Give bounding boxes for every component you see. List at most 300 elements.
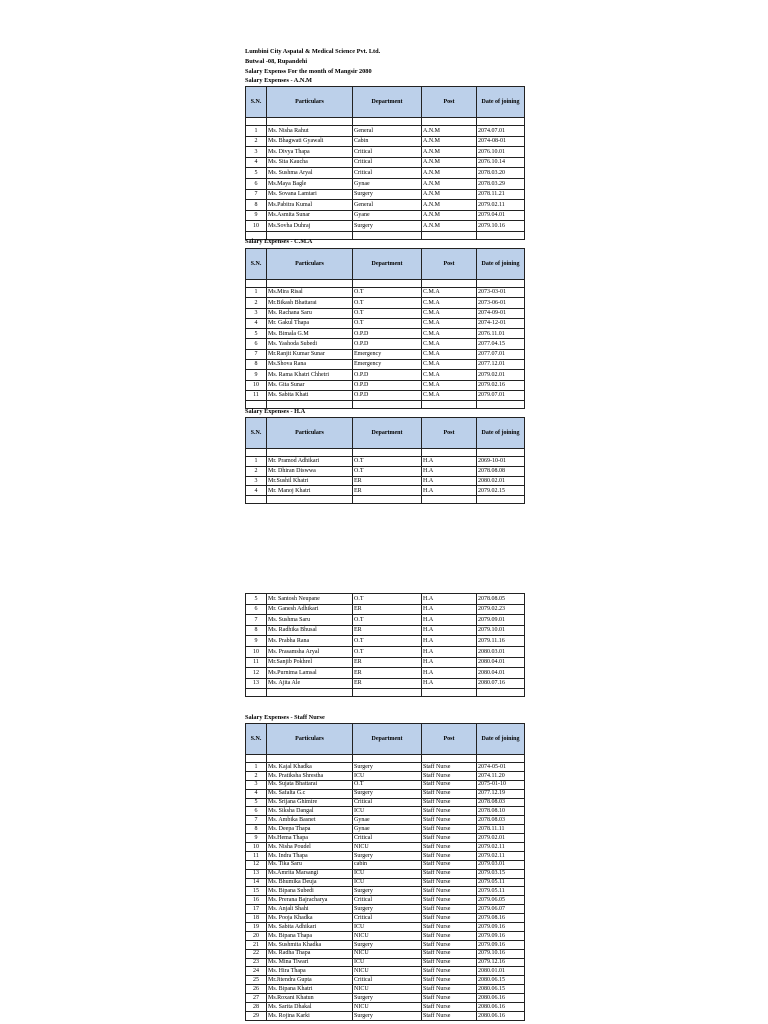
cell-sn: 4 <box>246 318 267 328</box>
cell-department: Critical <box>353 896 422 905</box>
table-row <box>246 668 525 679</box>
table-row <box>246 476 525 486</box>
cell-date-of-joining: 2079.11.16 <box>477 636 525 647</box>
column-header-sn: S.N. <box>246 724 267 755</box>
cell-sn: 21 <box>246 940 267 949</box>
cell-particulars: Ms. Pratiksha Shrestha <box>267 771 353 780</box>
cell-post: Staff Nurse <box>422 896 477 905</box>
cell-particulars: Ms.Purnima Lamsal <box>267 668 353 679</box>
cell-department: O.P.D <box>353 370 422 380</box>
table-row <box>246 887 525 896</box>
blank-cell <box>422 496 477 504</box>
cell-particulars: Ms. Indra Thapa <box>267 851 353 860</box>
cell-post: H.A <box>422 604 477 615</box>
cell-sn: 3 <box>246 147 267 158</box>
cell-particulars: Ms. Rojina Karki <box>267 1011 353 1020</box>
cell-department: NICU <box>353 843 422 852</box>
table-row <box>246 931 525 940</box>
cell-date-of-joining: 2078.03.20 <box>477 168 525 179</box>
blank-cell <box>267 118 353 126</box>
cell-sn: 4 <box>246 157 267 168</box>
cell-particulars: Mr.Sanjib Pokhrel <box>267 657 353 668</box>
cell-date-of-joining: 2079.09.16 <box>477 923 525 932</box>
blank-row <box>246 449 525 457</box>
cell-sn: 3 <box>246 308 267 318</box>
cell-sn: 2 <box>246 136 267 147</box>
blank-cell <box>246 689 267 697</box>
cell-post: H.A <box>422 678 477 689</box>
cell-date-of-joining: 2079.02.16 <box>477 380 525 390</box>
cell-sn: 1 <box>246 457 267 467</box>
cell-particulars: Ms. Sita Kaucha <box>267 157 353 168</box>
table-row <box>246 339 525 349</box>
cell-date-of-joining: 2078.08.03 <box>477 798 525 807</box>
cell-department: ICU <box>353 771 422 780</box>
table-row <box>246 457 525 467</box>
cell-post: H.A <box>422 668 477 679</box>
cell-department: Gynae <box>353 825 422 834</box>
cell-date-of-joining: 2075-01-10 <box>477 780 525 789</box>
blank-cell <box>267 449 353 457</box>
cell-sn: 3 <box>246 476 267 486</box>
cell-sn: 2 <box>246 466 267 476</box>
column-header-post: Post <box>422 724 477 755</box>
table-header-row <box>246 418 525 449</box>
cell-particulars: Ms. Rama Khatri Chhetri <box>267 370 353 380</box>
table-row <box>246 843 525 852</box>
column-header-post: Post <box>422 249 477 280</box>
table-row <box>246 466 525 476</box>
cell-post: C.M.A <box>422 288 477 298</box>
cell-date-of-joining: 2079.02.11 <box>477 843 525 852</box>
cell-post: A.N.M <box>422 126 477 137</box>
cell-sn: 6 <box>246 178 267 189</box>
cell-particulars: Ms. Sushma Saru <box>267 615 353 626</box>
table-header-row <box>246 249 525 280</box>
cell-date-of-joining: 2074.11.20 <box>477 771 525 780</box>
cell-particulars: Ms. Bipana Khatri <box>267 985 353 994</box>
cell-sn: 12 <box>246 860 267 869</box>
table-staff-nurse <box>245 723 525 1021</box>
table-row <box>246 370 525 380</box>
blank-cell <box>267 755 353 763</box>
table-row <box>246 807 525 816</box>
table-row <box>246 288 525 298</box>
cell-post: Staff Nurse <box>422 851 477 860</box>
cell-sn: 9 <box>246 636 267 647</box>
section-title-ha: Salary Expenses - H.A <box>245 408 306 415</box>
table-row <box>246 914 525 923</box>
cell-date-of-joining: 2080.06.15 <box>477 985 525 994</box>
cell-department: O.T <box>353 466 422 476</box>
cell-department: Surgery <box>353 221 422 232</box>
cell-sn: 12 <box>246 668 267 679</box>
cell-date-of-joining: 2078.11.21 <box>477 189 525 200</box>
cell-particulars: Ms. Sarita Dhakal <box>267 1003 353 1012</box>
column-header-sn: S.N. <box>246 418 267 449</box>
cell-department: ICU <box>353 807 422 816</box>
cell-post: H.A <box>422 466 477 476</box>
table-anm <box>245 86 525 240</box>
cell-particulars: Ms.Maya Bagle <box>267 178 353 189</box>
column-header-post: Post <box>422 418 477 449</box>
cell-post: Staff Nurse <box>422 985 477 994</box>
cell-department: Gynae <box>353 178 422 189</box>
cell-particulars: Mr. Ganesh Adhikari <box>267 604 353 615</box>
cell-date-of-joining: 2079.02.11 <box>477 200 525 211</box>
cell-department: O.T <box>353 594 422 605</box>
cell-date-of-joining: 2079.05.11 <box>477 878 525 887</box>
table-row <box>246 221 525 232</box>
cell-department: Surgery <box>353 763 422 772</box>
table-row <box>246 646 525 657</box>
table-row <box>246 905 525 914</box>
cell-sn: 18 <box>246 914 267 923</box>
cell-post: H.A <box>422 625 477 636</box>
report-subtitle: Salary Expenss For the month of Mangsir 2080 <box>245 68 372 75</box>
cell-date-of-joining: 2076.10.14 <box>477 157 525 168</box>
cell-post: H.A <box>422 594 477 605</box>
company-address: Butwal -08, Rupandehi <box>245 58 308 65</box>
cell-department: Surgery <box>353 905 422 914</box>
table-row <box>246 825 525 834</box>
table-row <box>246 147 525 158</box>
table-row <box>246 860 525 869</box>
table-row <box>246 678 525 689</box>
cell-date-of-joining: 2079.03.15 <box>477 869 525 878</box>
cell-department: ER <box>353 625 422 636</box>
cell-date-of-joining: 2076.10.01 <box>477 147 525 158</box>
table-ha <box>245 417 525 504</box>
blank-cell <box>477 231 525 239</box>
cell-department: O.P.D <box>353 390 422 400</box>
cell-sn: 8 <box>246 825 267 834</box>
blank-row <box>246 280 525 288</box>
cell-sn: 10 <box>246 221 267 232</box>
cell-post: C.M.A <box>422 298 477 308</box>
cell-date-of-joining: 2079.09.16 <box>477 931 525 940</box>
cell-particulars: Ms. Safalta G.c <box>267 789 353 798</box>
cell-post: Staff Nurse <box>422 931 477 940</box>
cell-date-of-joining: 2074-05-01 <box>477 763 525 772</box>
cell-sn: 15 <box>246 887 267 896</box>
table-ha-continued <box>245 593 525 697</box>
cell-post: Staff Nurse <box>422 994 477 1003</box>
table-row <box>246 178 525 189</box>
blank-cell <box>477 496 525 504</box>
cell-date-of-joining: 2080.03.01 <box>477 646 525 657</box>
column-header-particulars: Particulars <box>267 87 353 118</box>
cell-post: C.M.A <box>422 318 477 328</box>
cell-particulars: Ms.Pabitra Kumal <box>267 200 353 211</box>
cell-particulars: Ms. Deepa Thapa <box>267 825 353 834</box>
column-header-date-of-joining: Date of joining <box>477 249 525 280</box>
cell-department: O.T <box>353 308 422 318</box>
cell-particulars: Ms. Bhumika Deuja <box>267 878 353 887</box>
cell-date-of-joining: 2079.12.16 <box>477 958 525 967</box>
blank-cell <box>267 496 353 504</box>
cell-department: O.T <box>353 780 422 789</box>
cell-sn: 8 <box>246 360 267 370</box>
cell-particulars: Ms. Prerana Bajracharya <box>267 896 353 905</box>
cell-date-of-joining: 2079.09.01 <box>477 615 525 626</box>
cell-particulars: Ms. Bipana Subedi <box>267 887 353 896</box>
cell-post: Staff Nurse <box>422 958 477 967</box>
cell-sn: 16 <box>246 896 267 905</box>
blank-cell <box>246 755 267 763</box>
cell-department: Critical <box>353 147 422 158</box>
cell-sn: 8 <box>246 625 267 636</box>
cell-date-of-joining: 2080.07.16 <box>477 678 525 689</box>
cell-date-of-joining: 2080.01.01 <box>477 967 525 976</box>
cell-post: Staff Nurse <box>422 763 477 772</box>
column-header-particulars: Particulars <box>267 724 353 755</box>
cell-particulars: Mr. Dhiran Diswwa <box>267 466 353 476</box>
table-row <box>246 958 525 967</box>
table-row <box>246 789 525 798</box>
blank-cell <box>246 449 267 457</box>
cell-sn: 7 <box>246 349 267 359</box>
cell-date-of-joining: 2077.12.01 <box>477 360 525 370</box>
cell-department: Critical <box>353 168 422 179</box>
table-row <box>246 126 525 137</box>
cell-post: A.N.M <box>422 147 477 158</box>
cell-date-of-joining: 2079.10.16 <box>477 949 525 958</box>
cell-post: C.M.A <box>422 370 477 380</box>
cell-department: Critical <box>353 914 422 923</box>
cell-date-of-joining: 2079.06.07 <box>477 905 525 914</box>
cell-date-of-joining: 2074-09-01 <box>477 308 525 318</box>
cell-date-of-joining: 2074.07.01 <box>477 126 525 137</box>
blank-cell <box>422 280 477 288</box>
table-row <box>246 994 525 1003</box>
cell-particulars: Ms. Tika Saru <box>267 860 353 869</box>
cell-department: ER <box>353 604 422 615</box>
cell-post: Staff Nurse <box>422 887 477 896</box>
cell-department: Surgery <box>353 1011 422 1020</box>
cell-department: NICU <box>353 1003 422 1012</box>
cell-department: Critical <box>353 834 422 843</box>
cell-sn: 20 <box>246 931 267 940</box>
cell-post: Staff Nurse <box>422 798 477 807</box>
cell-particulars: Mr.Sushil Khatri <box>267 476 353 486</box>
cell-particulars: Ms. Nisha Poudel <box>267 843 353 852</box>
cell-particulars: Ms. Bhagwati Gyawali <box>267 136 353 147</box>
cell-department: General <box>353 126 422 137</box>
cell-department: O.T <box>353 636 422 647</box>
blank-cell <box>353 280 422 288</box>
cell-particulars: Ms. Anjali Shahi <box>267 905 353 914</box>
column-header-department: Department <box>353 249 422 280</box>
cell-particulars: Mr.Bikash Bhattarai <box>267 298 353 308</box>
cell-post: A.N.M <box>422 136 477 147</box>
table-row <box>246 878 525 887</box>
cell-particulars: Ms. Bipana Thapa <box>267 931 353 940</box>
cell-sn: 25 <box>246 976 267 985</box>
column-header-post: Post <box>422 87 477 118</box>
cell-post: C.M.A <box>422 329 477 339</box>
cell-sn: 11 <box>246 657 267 668</box>
cell-post: Staff Nurse <box>422 1011 477 1020</box>
cell-post: Staff Nurse <box>422 949 477 958</box>
blank-cell <box>422 118 477 126</box>
cell-particulars: Mr. Manoj Khatri <box>267 486 353 496</box>
cell-department: ER <box>353 486 422 496</box>
table-row <box>246 869 525 878</box>
cell-particulars: Ms. Prabha Rana <box>267 636 353 647</box>
cell-sn: 10 <box>246 380 267 390</box>
table-row <box>246 594 525 605</box>
column-header-particulars: Particulars <box>267 418 353 449</box>
cell-sn: 2 <box>246 771 267 780</box>
cell-department: O.P.D <box>353 339 422 349</box>
blank-cell <box>477 755 525 763</box>
cell-sn: 14 <box>246 878 267 887</box>
cell-particulars: Ms. Sabita Adhikari <box>267 923 353 932</box>
company-name: Lumbini City Aspatal & Medical Science Pvt. Ltd. <box>245 48 381 55</box>
cell-particulars: Mr.Ranjit Kumar Sunar <box>267 349 353 359</box>
cell-post: C.M.A <box>422 380 477 390</box>
cell-particulars: Ms. Bimala G.M <box>267 329 353 339</box>
column-header-date-of-joining: Date of joining <box>477 724 525 755</box>
blank-cell <box>267 280 353 288</box>
cell-department: ER <box>353 678 422 689</box>
cell-sn: 27 <box>246 994 267 1003</box>
table-row <box>246 189 525 200</box>
cell-particulars: Ms. Srijana Ghimire <box>267 798 353 807</box>
cell-department: O.T <box>353 457 422 467</box>
blank-cell <box>477 118 525 126</box>
cell-sn: 1 <box>246 126 267 137</box>
cell-department: ICU <box>353 958 422 967</box>
cell-date-of-joining: 2080.06.15 <box>477 976 525 985</box>
cell-department: NICU <box>353 949 422 958</box>
cell-sn: 10 <box>246 646 267 657</box>
table-row <box>246 816 525 825</box>
cell-sn: 9 <box>246 370 267 380</box>
blank-row <box>246 496 525 504</box>
table-row <box>246 380 525 390</box>
table-row <box>246 604 525 615</box>
cell-particulars: Ms. Sujata Bhattarai <box>267 780 353 789</box>
cell-date-of-joining: 2079.06.05 <box>477 896 525 905</box>
cell-particulars: Ms.Roxani Khatun <box>267 994 353 1003</box>
cell-particulars: Ms. Divya Thapa <box>267 147 353 158</box>
cell-department: ICU <box>353 869 422 878</box>
cell-date-of-joining: 2080.06.16 <box>477 994 525 1003</box>
table-row <box>246 985 525 994</box>
cell-sn: 11 <box>246 851 267 860</box>
cell-sn: 13 <box>246 869 267 878</box>
blank-cell <box>422 755 477 763</box>
table-row <box>246 298 525 308</box>
cell-date-of-joining: 2080.02.01 <box>477 476 525 486</box>
cell-sn: 1 <box>246 763 267 772</box>
cell-post: Staff Nurse <box>422 905 477 914</box>
cell-particulars: Mr. Gakul Thapa <box>267 318 353 328</box>
cell-date-of-joining: 2080.04.01 <box>477 657 525 668</box>
cell-particulars: Ms. Yashoda Subedi <box>267 339 353 349</box>
cell-post: C.M.A <box>422 390 477 400</box>
cell-sn: 5 <box>246 168 267 179</box>
cell-date-of-joining: 2079.02.15 <box>477 486 525 496</box>
cell-department: O.T <box>353 298 422 308</box>
cell-post: A.N.M <box>422 168 477 179</box>
table-row <box>246 136 525 147</box>
section-title-anm: Salary Expenses - A.N.M <box>245 77 312 84</box>
cell-particulars: Ms. Gita Sunar <box>267 380 353 390</box>
cell-sn: 8 <box>246 200 267 211</box>
cell-particulars: Ms. Prasamsha Aryal <box>267 646 353 657</box>
cell-post: Staff Nurse <box>422 843 477 852</box>
blank-cell <box>353 449 422 457</box>
cell-date-of-joining: 2076.11.01 <box>477 329 525 339</box>
blank-cell <box>353 689 422 697</box>
blank-row <box>246 755 525 763</box>
cell-sn: 7 <box>246 189 267 200</box>
cell-department: Emergency <box>353 349 422 359</box>
cell-department: Surgery <box>353 887 422 896</box>
cell-date-of-joining: 2079.07.01 <box>477 390 525 400</box>
cell-department: cabin <box>353 860 422 869</box>
cell-department: Critical <box>353 157 422 168</box>
table-row <box>246 318 525 328</box>
cell-department: Surgery <box>353 994 422 1003</box>
cell-particulars: Ms.Mira Risal <box>267 288 353 298</box>
cell-sn: 4 <box>246 486 267 496</box>
column-header-department: Department <box>353 418 422 449</box>
blank-cell <box>477 401 525 409</box>
cell-department: General <box>353 200 422 211</box>
cell-department: Surgery <box>353 851 422 860</box>
cell-post: A.N.M <box>422 210 477 221</box>
blank-cell <box>422 231 477 239</box>
table-row <box>246 657 525 668</box>
column-header-date-of-joining: Date of joining <box>477 418 525 449</box>
cell-particulars: Ms.Sovha Duhraj <box>267 221 353 232</box>
cell-date-of-joining: 2074-08-01 <box>477 136 525 147</box>
blank-cell <box>477 280 525 288</box>
cell-post: Staff Nurse <box>422 1003 477 1012</box>
cell-department: O.P.D <box>353 380 422 390</box>
table-header-row <box>246 724 525 755</box>
column-header-department: Department <box>353 87 422 118</box>
blank-row <box>246 689 525 697</box>
cell-department: ICU <box>353 878 422 887</box>
cell-post: Staff Nurse <box>422 816 477 825</box>
cell-sn: 7 <box>246 615 267 626</box>
cell-particulars: Ms. Sovana Lamtari <box>267 189 353 200</box>
table-row <box>246 976 525 985</box>
cell-particulars: Ms. Sabita Khati <box>267 390 353 400</box>
cell-post: A.N.M <box>422 221 477 232</box>
cell-sn: 1 <box>246 288 267 298</box>
table-row <box>246 390 525 400</box>
cell-department: O.T <box>353 646 422 657</box>
cell-post: C.M.A <box>422 339 477 349</box>
table-row <box>246 615 525 626</box>
cell-date-of-joining: 2073-03-01 <box>477 288 525 298</box>
cell-department: O.T <box>353 288 422 298</box>
cell-post: H.A <box>422 615 477 626</box>
cell-department: Gyane <box>353 210 422 221</box>
table-row <box>246 486 525 496</box>
cell-post: Staff Nurse <box>422 967 477 976</box>
cell-department: Cabin <box>353 136 422 147</box>
cell-date-of-joining: 2077.04.15 <box>477 339 525 349</box>
table-row <box>246 210 525 221</box>
blank-cell <box>422 449 477 457</box>
